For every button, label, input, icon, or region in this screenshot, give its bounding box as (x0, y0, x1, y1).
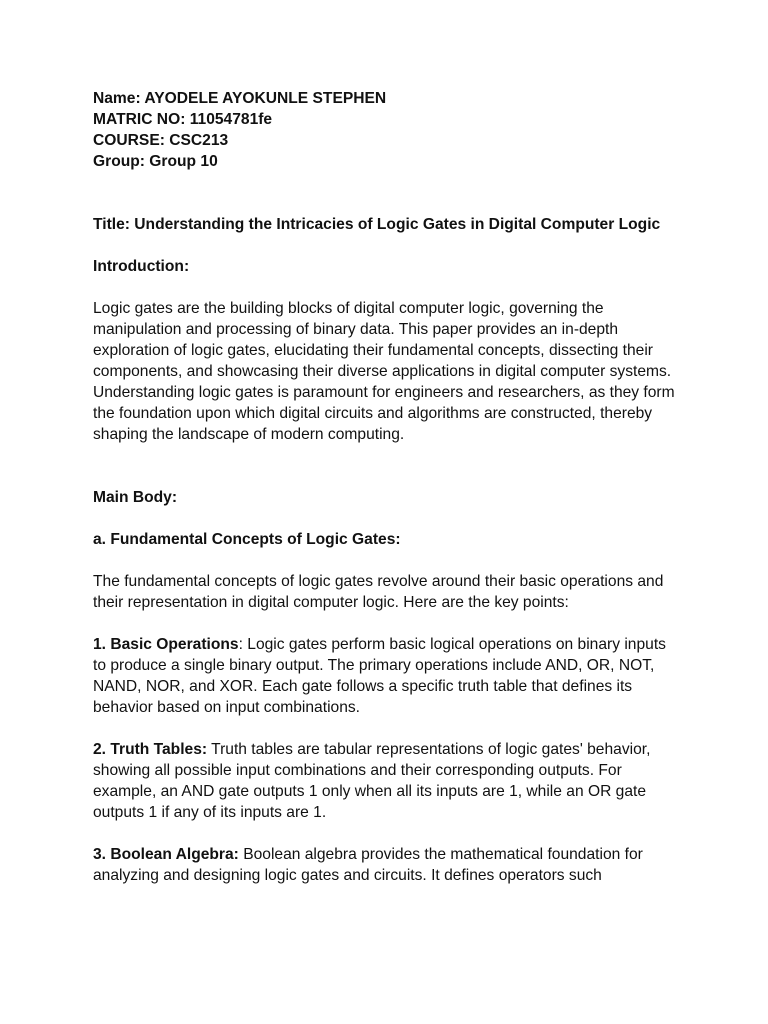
introduction-body: Logic gates are the building blocks of digital computer logic, governing the manipulation and processing of binary data. This paper provides an in-depth exploration of logic gates, elucidating their fundamental concepts, dissecting their components, and showcasing their diverse applications in digital computer systems. Understanding logic gates is paramount for engineers and researchers, as they form the foundation upon which digital circuits and algorithms are constructed, thereby shaping the landscape of modern computing. (93, 300, 675, 443)
section-a-intro: The fundamental concepts of logic gates revolve around their basic operations and their representation in digital computer logic. Here are the key points: (93, 573, 664, 611)
main-body-heading: Main Body: (93, 489, 178, 506)
point-label: 3. Boolean Algebra: (93, 846, 239, 863)
point-text: : Logic gates perform basic logical operations on binary inputs to produce a single binary output. The primary operations include AND, OR, NOT, NAND, NOR, and XOR. Each gate follows a specific truth table that defines its behavior based on input combinations. (93, 636, 666, 716)
point-text: Boolean algebra provides the mathematical foundation for analyzing and designing logic gates and circuits. It defines operators such (93, 846, 643, 884)
document-page (93, 88, 683, 886)
section-a-heading: a. Fundamental Concepts of Logic Gates: (93, 531, 401, 548)
point-truth-tables (93, 739, 683, 823)
group-number: Group: Group 10 (93, 153, 218, 170)
point-label: 2. Truth Tables: (93, 741, 208, 758)
introduction-heading: Introduction: (93, 258, 190, 275)
point-label: 1. Basic Operations (93, 636, 239, 653)
point-text: Truth tables are tabular representations of logic gates' behavior, showing all possible input combinations and their corresponding outputs. For example, an AND gate outputs 1 only when all its inputs are 1, while an OR gate outputs 1 if any of its inputs are 1. (93, 741, 651, 821)
point-basic-operations (93, 634, 683, 718)
document-title: Title: Understanding the Intricacies of Logic Gates in Digital Computer Logic (93, 216, 661, 233)
point-boolean-algebra (93, 844, 683, 886)
student-name: Name: AYODELE AYOKUNLE STEPHEN (93, 90, 387, 107)
matric-number: MATRIC NO: 11054781fe (93, 111, 273, 128)
course-code: COURSE: CSC213 (93, 132, 229, 149)
